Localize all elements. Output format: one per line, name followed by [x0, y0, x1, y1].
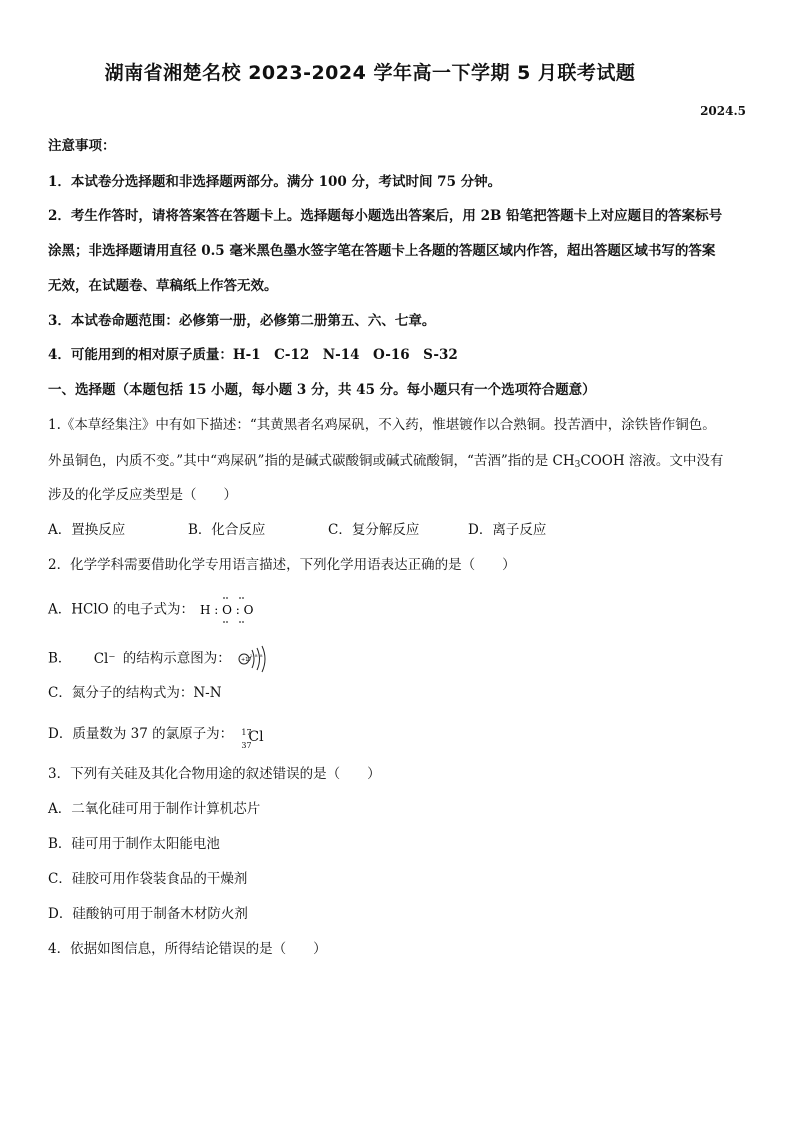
q1-line-2 [48, 451, 746, 475]
isotope-symbol: Cl [248, 728, 264, 745]
svg-text:2: 2 [250, 653, 253, 658]
q1-option-c: C．复分解反应 [328, 522, 420, 538]
notice-item-4: 4．可能用到的相对原子质量：H-1 C-12 N-14 O-16 S-32 [48, 347, 458, 363]
notice-item-2-line-3: 无效，在试题卷、草稿纸上作答无效。 [48, 278, 278, 294]
q1-line-2-text: 外虽铜色，内质不变。”其中“鸡屎矾”指的是碱式碳酸铜或碱式硫酸铜，“苦酒”指的是 CH [48, 453, 575, 469]
notice-item-3: 3．本试卷命题范围：必修第一册，必修第二册第五、六、七章。 [48, 313, 436, 329]
isotope-upper-number: 17 [241, 727, 252, 737]
q1-line-1: 1.《本草经集注》中有如下描述：“其黄黑者名鸡屎矾，不入药，惟堪镀作以合熟铜。投苦酒中，涂铁皆作铜色。 [48, 417, 716, 433]
exam-date: 2024.5 [700, 104, 746, 118]
isotope-notation [237, 725, 264, 750]
q1-line-3: 涉及的化学反应类型是（ ） [48, 487, 237, 503]
hclo-formula-text: H : O : O : [200, 603, 259, 617]
q1-options [48, 520, 746, 540]
q3-option-b: B．硅可用于制作太阳能电池 [48, 836, 220, 852]
section-heading: 一、选择题（本题包括 15 小题，每小题 3 分，共 45 分。每小题只有一个选项符合题意） [48, 382, 596, 398]
q2-option-c: C．氮分子的结构式为：N-N [48, 685, 222, 701]
q2-option-d-text: D．质量数为 37 的氯原子为： [48, 726, 234, 742]
electron-dots-icon [198, 595, 258, 625]
q1-formula-subscript: 3 [574, 460, 581, 470]
q1-option-a: A．置换反应 [48, 522, 126, 538]
q1-option-d: D．离子反应 [468, 522, 547, 538]
q4-stem: 4．依据如图信息，所得结论错误的是（ ） [48, 941, 327, 957]
notice-item-2-line-2: 涂黑；非选择题请用直径 0.5 毫米黑色墨水签字笔在答题卡上各题的答题区域内作答，超出答题区域书写的答案 [48, 243, 716, 259]
q2-option-b [48, 644, 746, 674]
svg-text:8: 8 [260, 653, 263, 658]
isotope-lower-number: 37 [241, 740, 252, 750]
q3-option-c: C．硅胶可用作袋装食品的干燥剂 [48, 871, 248, 887]
q2-option-b-prefix: B． [48, 650, 72, 667]
q2-option-d [48, 724, 746, 750]
q3-stem: 3．下列有关硅及其化合物用途的叙述错误的是（ ） [48, 766, 381, 782]
q1-line-2-text-end: COOH 溶液。文中没有 [580, 453, 724, 469]
q3-option-a: A．二氧化硅可用于制作计算机芯片 [48, 801, 261, 817]
q1-option-b: B．化合反应 [188, 522, 266, 538]
page-title: 湖南省湘楚名校 2023-2024 学年高一下学期 5 月联考试题 [104, 62, 636, 84]
q2-option-a [48, 595, 746, 625]
q2-option-b-text: 的结构示意图为： [122, 650, 231, 667]
q3-option-d: D．硅酸钠可用于制备木材防火剂 [48, 906, 248, 922]
svg-text:8: 8 [255, 653, 258, 658]
hclo-electron-formula [198, 595, 258, 625]
ion-structure-diagram-icon [235, 644, 271, 674]
q2-stem: 2．化学学科需要借助化学专用语言描述，下列化学用语表达正确的是（ ） [48, 557, 516, 573]
notice-heading: 注意事项： [48, 138, 116, 154]
q2-option-a-text: A．HClO 的电子式为： [48, 601, 195, 618]
notice-item-1: 1．本试卷分选择题和非选择题两部分。满分 100 分，考试时间 75 分钟。 [48, 174, 502, 190]
svg-text:+17: +17 [241, 657, 252, 663]
notice-item-2-line-1: 2．考生作答时，请将答案答在答题卡上。选择题每小题选出答案后，用 2B 铅笔把答题卡上对应题目的答案标号 [48, 208, 723, 224]
chloride-ion-label: Cl⁻ [93, 650, 116, 667]
